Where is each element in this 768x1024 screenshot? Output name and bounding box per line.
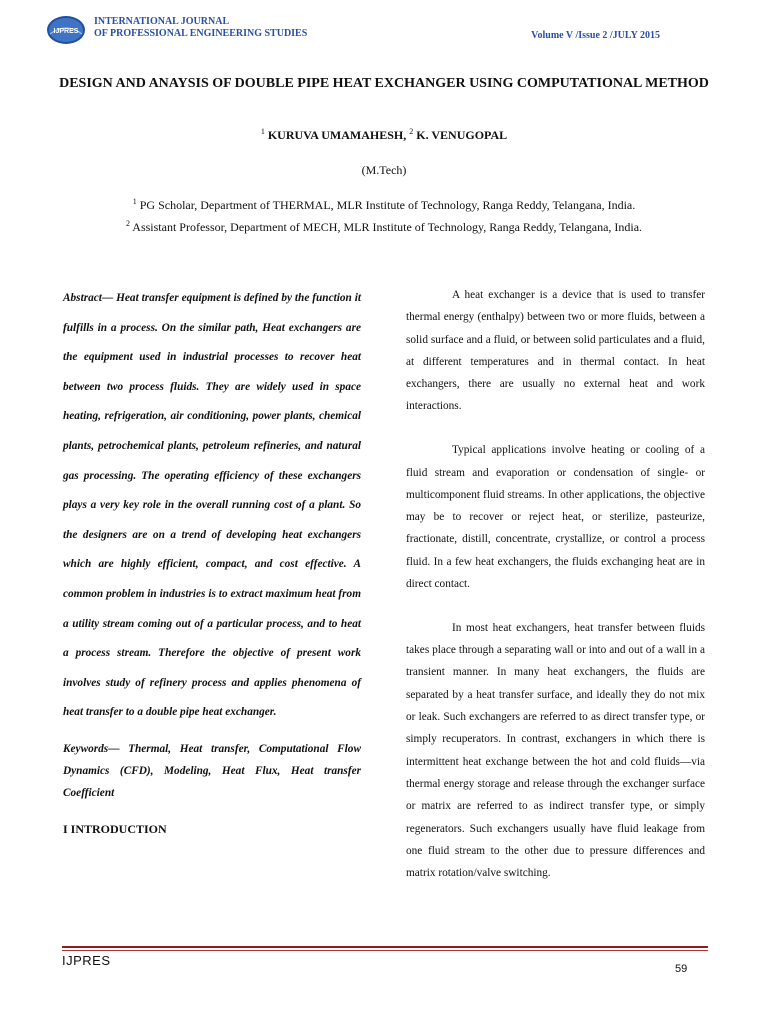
affiliation2-text: Assistant Professor, Department of MECH, MLR Institute of Technology, Ranga Reddy, Telangana, India. xyxy=(132,220,643,234)
affiliation1-text: PG Scholar, Department of THERMAL, MLR Institute of Technology, Ranga Reddy, Telangana, India. xyxy=(139,198,636,212)
abstract-paragraph: Abstract— Heat transfer equipment is defined by the function it fulfills in a process. On the similar path, Heat exchangers are the equipment used in industrial processes to recover heat between two process fluids. They are widely used in space heating, refrigeration, air conditioning, power plants, chemical plants, petrochemical plants, petroleum refineries, and natural gas processing. The operating efficiency of these exchangers plays a very key role in the overall running cost of a plant. So the designers are on a trend of developing heat exchangers which are highly efficient, compact, and cost effective. A common problem in industries is to extract maximum heat from a utility stream coming out of a particular process, and to heat a process stream. Therefore the objective of present work involves study of refinery process and applies phenomena of heat transfer to a double pipe heat exchanger. xyxy=(63,292,361,719)
section-heading-introduction: I INTRODUCTION xyxy=(63,821,167,836)
affiliation2-number: 2 xyxy=(125,219,130,228)
page-number: 59 xyxy=(675,963,688,975)
body-paragraph: A heat exchanger is a device that is used to transfer thermal energy (enthalpy) between two or more fluids, between a solid surface and a fluid, or between solid particulates and a fluid, at different temperatures and in thermal contact. In heat exchangers, there are usually no external heat and work interactions. xyxy=(406,289,705,413)
author1-number: 1 xyxy=(260,127,265,136)
left-column xyxy=(63,284,361,837)
volume-issue: Volume V /Issue 2 /JULY 2015 xyxy=(531,30,660,41)
author2-name: K. VENUGOPAL xyxy=(416,128,508,142)
paper-title: DESIGN AND ANAYSIS OF DOUBLE PIPE HEAT EXCHANGER USING COMPUTATIONAL METHOD xyxy=(59,76,709,91)
journal-name-line1: INTERNATIONAL JOURNAL xyxy=(94,16,230,27)
affiliation-1 xyxy=(46,197,722,213)
footer-rule xyxy=(62,946,708,948)
logo-text: IJPRES xyxy=(53,28,79,35)
keywords-paragraph: Keywords— Thermal, Heat transfer, Computational Flow Dynamics (CFD), Modeling, Heat Flux, Heat transfer Coefficient xyxy=(63,742,361,799)
body-paragraph: Typical applications involve heating or cooling of a fluid stream and evaporation or condensation of single- or multicomponent fluid streams. In other applications, the objective may be to recover or reject heat, or sterilize, pasteurize, fractionate, distill, concentrate, crystallize, or control a process fluid. In a few heat exchangers, the fluids exchanging heat are in direct contact. xyxy=(406,444,705,591)
journal-name xyxy=(94,16,307,40)
journal-logo xyxy=(46,14,86,46)
right-column xyxy=(406,284,705,906)
body-paragraph: In most heat exchangers, heat transfer between fluids takes place through a separating wall or into and out of a wall in a transient manner. In many heat exchangers, the fluids are separated by a heat transfer surface, and ideally they do not mix or leak. Such exchangers are referred to as direct transfer type, or simply recuperators. In contrast, exchangers in which there is intermittent heat exchange between the hot and cold fluids—via thermal energy storage and release through the exchanger surface or matrix are referred to as indirect transfer type, or simply regenerators. Such exchangers usually have fluid leakage from one fluid stream to the other due to pressure differences and matrix rotation/valve switching. xyxy=(406,621,705,880)
author-degree: (M.Tech) xyxy=(361,163,407,177)
author-line xyxy=(46,127,722,143)
affiliation-2 xyxy=(46,219,722,235)
footer-rule-thin xyxy=(62,950,708,951)
footer-journal-abbrev: IJPRES xyxy=(62,953,111,968)
author2-number: 2 xyxy=(409,127,414,136)
journal-name-line2: OF PROFESSIONAL ENGINEERING STUDIES xyxy=(94,28,308,39)
journal-header xyxy=(46,12,726,52)
author1-name: KURUVA UMAMAHESH, xyxy=(267,128,407,142)
affiliation1-number: 1 xyxy=(132,197,137,206)
